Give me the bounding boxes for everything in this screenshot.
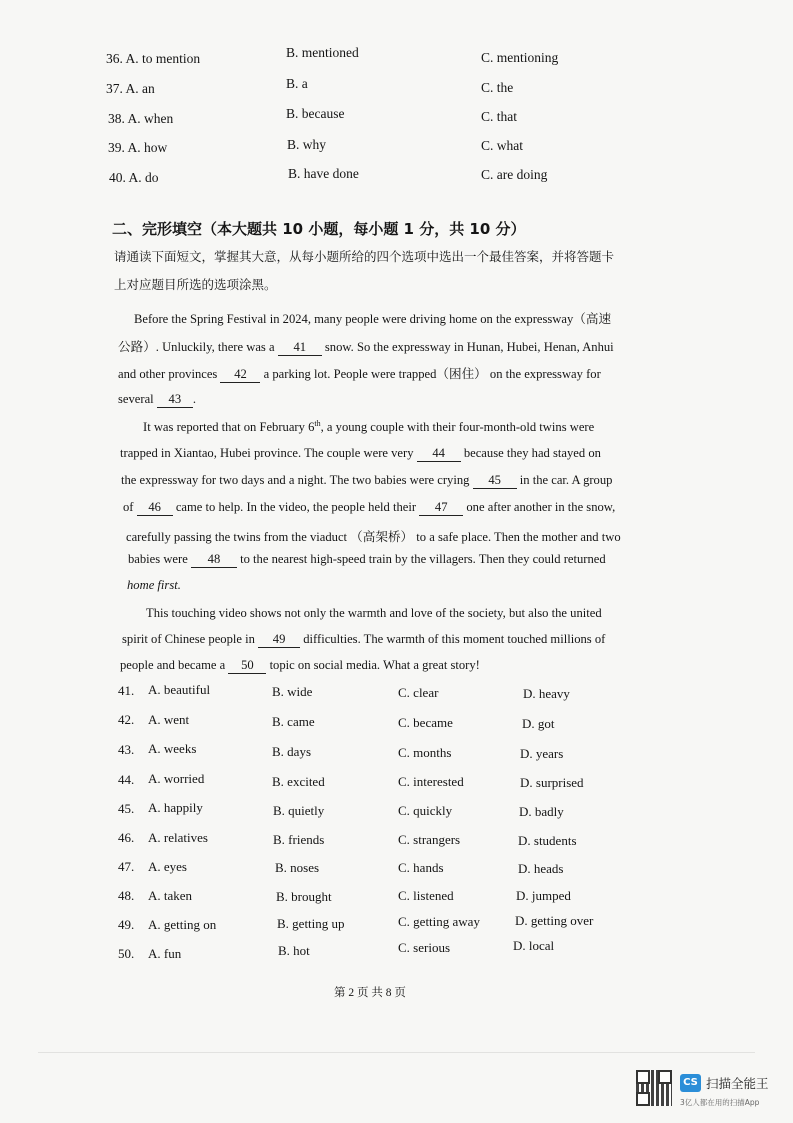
page-divider	[38, 1052, 755, 1053]
q37-option-c: C. the	[481, 80, 514, 95]
passage-line: and other provinces 42 a parking lot. People were trapped（困住） on the expressway for	[118, 367, 601, 381]
passage-line: spirit of Chinese people in 49 difficulties. The warmth of this moment touched millions of	[122, 632, 606, 646]
option-a: A. fun	[148, 946, 182, 961]
blank-49: 49	[258, 632, 300, 648]
option-c: C. listened	[398, 888, 454, 903]
q36-option-c: C. mentioning	[481, 50, 559, 65]
option-b: B. brought	[276, 889, 332, 904]
blank-47: 47	[419, 500, 463, 516]
option-a: A. weeks	[148, 741, 197, 756]
passage-line: the expressway for two days and a night. The two babies were crying 45 in the car. A group	[121, 473, 613, 487]
q36-option-b: B. mentioned	[286, 45, 359, 60]
section-instructions-line2: 上对应题目所选的选项涂黑。	[114, 277, 277, 292]
question-number: 46.	[118, 830, 135, 845]
q40-option-c: C. are doing	[481, 167, 548, 182]
passage-line: Before the Spring Festival in 2024, many people were driving home on the expressway（高速	[134, 312, 612, 326]
option-a: A. went	[148, 712, 190, 727]
option-c: C. strangers	[398, 832, 461, 847]
qr-code-icon	[636, 1070, 672, 1106]
passage-line: This touching video shows not only the warmth and love of the society, but also the united	[146, 606, 602, 620]
option-a: A. beautiful	[148, 682, 211, 697]
option-d: D. heads	[518, 861, 564, 876]
blank-44: 44	[417, 446, 461, 462]
question-number: 41.	[118, 683, 135, 698]
passage-line: carefully passing the twins from the viaduct （高架桥） to a safe place. Then the mother and two	[126, 530, 621, 544]
q39-option-c: C. what	[481, 138, 523, 153]
option-d: D. students	[518, 833, 577, 848]
q38-option-c: C. that	[481, 109, 517, 124]
option-c: C. became	[398, 715, 453, 730]
option-c: C. quickly	[398, 803, 453, 818]
q37-option-a: 37. A. an	[106, 81, 155, 96]
passage-line: trapped in Xiantao, Hubei province. The couple were very 44 because they had stayed on	[120, 446, 601, 460]
option-a: A. worried	[148, 771, 205, 786]
option-c: C. interested	[398, 774, 464, 789]
camscanner-tagline: 3亿人都在用的扫描App	[680, 1098, 760, 1107]
option-c: C. getting away	[398, 914, 480, 929]
camscanner-logo-icon: CS	[680, 1074, 701, 1092]
option-b: B. noses	[275, 860, 320, 875]
option-c: C. clear	[398, 685, 439, 700]
option-d: D. heavy	[523, 686, 570, 701]
q36-option-a: 36. A. to mention	[106, 51, 201, 66]
option-a: A. taken	[148, 888, 193, 903]
question-number: 45.	[118, 801, 135, 816]
q40-option-a: 40. A. do	[109, 170, 159, 185]
q39-option-a: 39. A. how	[108, 140, 168, 155]
passage-line: people and became a 50 topic on social media. What a great story!	[120, 658, 480, 672]
option-d: D. jumped	[516, 888, 571, 903]
option-b: B. excited	[272, 774, 325, 789]
option-d: D. local	[513, 938, 555, 953]
question-number: 42.	[118, 712, 135, 727]
passage-line: several 43 .	[118, 392, 196, 406]
option-b: B. friends	[273, 832, 325, 847]
option-c: C. months	[398, 745, 452, 760]
option-b: B. wide	[272, 684, 313, 699]
q38-option-a: 38. A. when	[108, 111, 174, 126]
passage-line: home first.	[127, 578, 181, 592]
option-d: D. surprised	[520, 775, 584, 790]
camscanner-name: 扫描全能王	[706, 1076, 769, 1091]
option-d: D. getting over	[515, 913, 594, 928]
q38-option-b: B. because	[286, 106, 345, 121]
q39-option-b: B. why	[287, 137, 327, 152]
passage-line: 公路）. Unluckily, there was a 41 snow. So the expressway in Hunan, Hubei, Henan, Anhui	[118, 340, 614, 354]
option-d: D. badly	[519, 804, 564, 819]
option-b: B. days	[272, 744, 311, 759]
question-number: 43.	[118, 742, 135, 757]
option-b: B. hot	[278, 943, 310, 958]
option-d: D. got	[522, 716, 555, 731]
question-number: 49.	[118, 917, 135, 932]
question-number: 44.	[118, 772, 135, 787]
question-number: 50.	[118, 946, 135, 961]
option-c: C. hands	[398, 860, 444, 875]
option-b: B. came	[272, 714, 315, 729]
option-b: B. quietly	[273, 803, 325, 818]
option-a: A. happily	[148, 800, 203, 815]
q40-option-b: B. have done	[288, 166, 359, 181]
blank-45: 45	[473, 473, 517, 489]
option-c: C. serious	[398, 940, 450, 955]
passage-line: It was reported that on February 6th, a young couple with their four-month-old twins were	[143, 419, 595, 435]
option-a: A. eyes	[148, 859, 187, 874]
question-number: 48.	[118, 888, 135, 903]
option-a: A. relatives	[148, 830, 208, 845]
page-number: 第 2 页 共 8 页	[334, 987, 406, 999]
question-number: 47.	[118, 859, 135, 874]
option-d: D. years	[520, 746, 564, 761]
passage-line: babies were 48 to the nearest high-speed train by the villagers. Then they could returned	[128, 552, 606, 566]
section-instructions-line1: 请通读下面短文，掌握其大意，从每小题所给的四个选项中选出一个最佳答案，并将答题卡	[114, 249, 615, 264]
blank-42: 42	[220, 367, 260, 383]
passage-line: of 46 came to help. In the video, the people held their 47 one after another in the snow,	[123, 500, 616, 514]
blank-41: 41	[278, 340, 322, 356]
blank-46: 46	[137, 500, 173, 516]
option-b: B. getting up	[277, 916, 345, 931]
section-title: 二、完形填空（本大题共 10 小题，每小题 1 分，共 10 分）	[112, 220, 526, 238]
blank-48: 48	[191, 552, 237, 568]
option-a: A. getting on	[148, 917, 217, 932]
blank-43: 43	[157, 392, 193, 408]
blank-50: 50	[228, 658, 266, 674]
q37-option-b: B. a	[286, 76, 308, 91]
